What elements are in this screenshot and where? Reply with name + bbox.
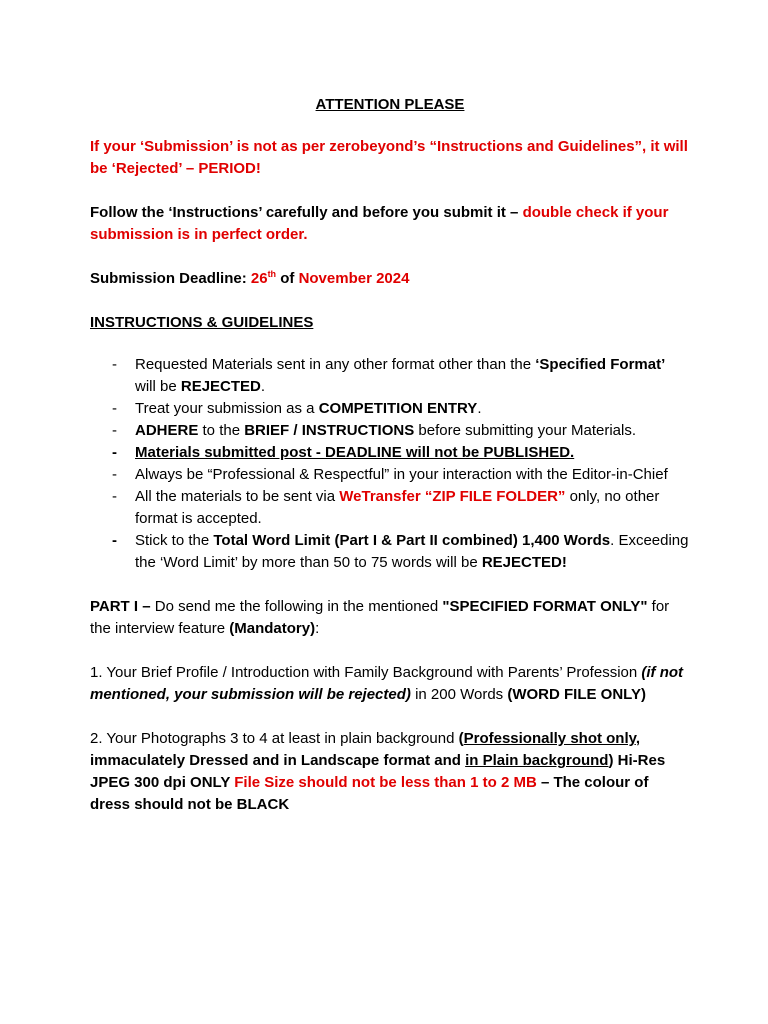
list-item-bold: REJECTED! [481, 554, 567, 571]
double-check-text: double check if your submission is in perfect order. [90, 204, 669, 243]
list-item-text: . Exceeding the ‘Word Limit’ by more than 50 to 75 words will be [135, 532, 689, 571]
mandatory-text: (Mandatory) [229, 620, 316, 637]
list-item-text: to the [198, 422, 245, 439]
requirement-profile [90, 662, 690, 706]
list-item-text: Treat your submission as a [135, 400, 319, 417]
part-one-text: : [315, 620, 320, 637]
list-item-bold: ‘Specified Format’ [535, 356, 666, 373]
rejection-warning: If your ‘Submission’ is not as per zerobeyond’s “Instructions and Guidelines”, it will be ‘Rejected’ – PERIOD! [90, 138, 688, 177]
list-item [90, 398, 690, 420]
dash-bullet: - [112, 400, 117, 417]
part-one-text: Do send me the following in the mentioned [154, 598, 443, 615]
list-item-bold: REJECTED [180, 378, 261, 395]
dash-bullet: - [112, 422, 117, 439]
list-item-text: Stick to the [135, 532, 214, 549]
list-item-text: . [260, 378, 266, 395]
follow-text: Follow the ‘Instructions’ carefully and before you submit it – [90, 204, 523, 221]
list-item-text: . [477, 400, 482, 417]
requirement-bold: ( [458, 730, 464, 747]
guidelines-list [90, 354, 690, 574]
list-item-text: Always be “Professional & Respectful” in your interaction with the Editor-in-Chief [135, 466, 668, 483]
wetransfer-text: WeTransfer “ZIP FILE FOLDER” [339, 488, 566, 505]
requirement-text: 2. Your Photographs 3 to 4 at least in plain background [90, 730, 459, 747]
deadline-day-suffix: th [267, 269, 277, 279]
document-body [90, 94, 690, 838]
list-item [90, 530, 690, 574]
dash-bullet: - [112, 356, 117, 373]
requirement-bold-underlined: in Plain background [465, 752, 609, 769]
list-item-text: Requested Materials sent in any other format other than the [135, 356, 536, 373]
list-item-text: All the materials to be sent via [135, 488, 340, 505]
list-item [90, 486, 690, 530]
list-item-bold: COMPETITION ENTRY [318, 400, 478, 417]
dash-bullet: - [112, 488, 117, 505]
part-one-label: PART I – [90, 598, 155, 615]
deadline-month-year: November 2024 [298, 270, 410, 287]
list-item [90, 442, 690, 464]
file-size-requirement: File Size should not be less than 1 to 2 MB [234, 774, 537, 791]
guidelines-heading: INSTRUCTIONS & GUIDELINES [90, 314, 314, 331]
part-one-intro [90, 596, 690, 640]
list-item-bold: BRIEF / INSTRUCTIONS [244, 422, 415, 439]
deadline-label: Submission Deadline: [90, 270, 251, 287]
deadline-day: 26 [250, 270, 268, 287]
list-item [90, 420, 690, 442]
list-item-bold: Materials submitted post - DEADLINE will not be PUBLISHED. [135, 444, 575, 461]
requirement-bold: ) Hi-Res JPEG 300 dpi ONLY [90, 752, 666, 791]
list-item-bold: ADHERE [135, 422, 199, 439]
requirement-bold: – The colour of dress should not be BLACK [90, 774, 649, 813]
requirement-text: 1. Your Brief Profile / Introduction with Family Background with Parents’ Profession [90, 664, 642, 681]
follow-instructions [90, 202, 690, 246]
page-title: ATTENTION PLEASE [315, 96, 465, 113]
requirement-text: in 200 Words [410, 686, 508, 703]
requirement-bold-underlined: Professionally shot only [463, 730, 636, 747]
requirement-photographs [90, 728, 690, 816]
specified-format-text: "SPECIFIED FORMAT ONLY" [442, 598, 648, 615]
deadline-of: of [276, 270, 299, 287]
dash-bullet: - [112, 532, 117, 549]
requirement-bold: , immaculately Dressed and in Landscape format and [90, 730, 641, 769]
requirement-format: (WORD FILE ONLY) [507, 686, 646, 703]
list-item-text: will be [135, 378, 181, 395]
list-item-text: before submitting your Materials. [414, 422, 636, 439]
part-one-text: for the interview feature [90, 598, 670, 637]
list-item-text: only, no other format is accepted. [135, 488, 660, 527]
list-item-bold: Total Word Limit (Part I & Part II combined) 1,400 Words [213, 532, 611, 549]
submission-deadline [90, 268, 690, 290]
list-item [90, 464, 690, 486]
dash-bullet: - [112, 444, 117, 461]
dash-bullet: - [112, 466, 117, 483]
list-item [90, 354, 690, 398]
requirement-emphasis: (if not mentioned, your submission will be rejected) [90, 664, 684, 703]
